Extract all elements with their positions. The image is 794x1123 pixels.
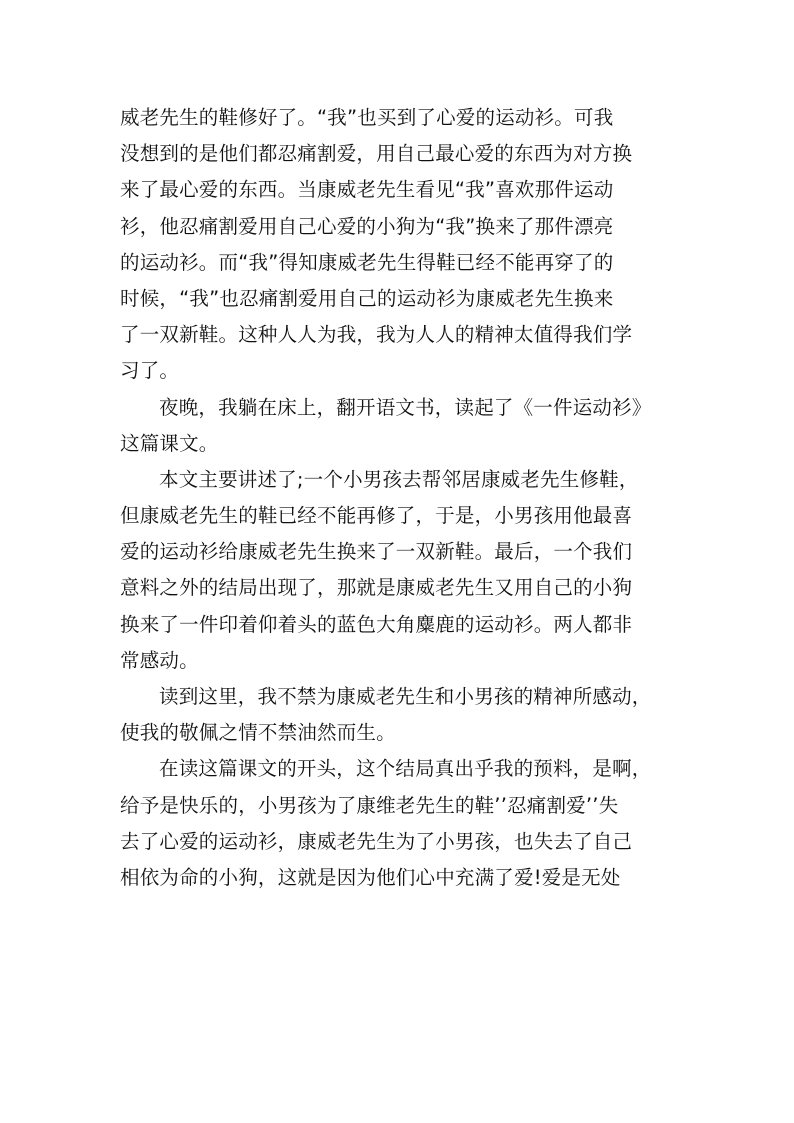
text-line: 习了。 bbox=[120, 359, 180, 383]
text-line: 爱的运动衫给康威老先生换来了一双新鞋。最后，一个我们 bbox=[120, 540, 633, 564]
text-line: 本文主要讲述了;一个小男孩去帮邻居康威老先生修鞋， bbox=[159, 467, 639, 491]
text-line: 了一双新鞋。这种人人为我，我为人人的精神太值得我们学 bbox=[120, 323, 633, 347]
text-line: 读到这里，我不禁为康威老先生和小男孩的精神所感动， bbox=[159, 685, 652, 708]
text-line: 常感动。 bbox=[120, 648, 199, 672]
text-line: 夜晚，我躺在床上，翻开语文书，读起了《一件运动衫》 bbox=[159, 395, 652, 419]
text-line: 在读这篇课文的开头，这个结局真出乎我的预料，是啊， bbox=[159, 757, 652, 781]
text-line: 但康威老先生的鞋已经不能再修了，于是，小男孩用他最喜 bbox=[120, 504, 633, 528]
text-line: 相依为命的小狗，这就是因为他们心中充满了爱!爱是无处 bbox=[120, 865, 621, 889]
text-line: 给予是快乐的，小男孩为了康维老先生的鞋’’忍痛割爱’’失 bbox=[120, 793, 619, 817]
text-line: 来了最心爱的东西。当康威老先生看见“我”喜欢那件运动 bbox=[120, 178, 614, 202]
text-line: 使我的敬佩之情不禁油然而生。 bbox=[120, 721, 396, 745]
text-line: 这篇课文。 bbox=[120, 431, 219, 455]
text-line: 时候，“我”也忍痛割爱用自己的运动衫为康威老先生换来 bbox=[120, 286, 614, 310]
text-line: 换来了一件印着仰着头的蓝色大角麋鹿的运动衫。两人都非 bbox=[120, 612, 633, 636]
text-line: 意料之外的结局出现了，那就是康威老先生又用自己的小狗 bbox=[120, 576, 633, 600]
paragraph-2 bbox=[120, 390, 680, 462]
text-line: 的运动衫。而“我”得知康威老先生得鞋已经不能再穿了的 bbox=[120, 250, 614, 274]
paragraph-3 bbox=[120, 462, 680, 679]
text-line: 衫，他忍痛割爱用自己心爱的小狗为“我”换来了那件漂亮 bbox=[120, 214, 614, 238]
paragraph-4 bbox=[120, 679, 680, 751]
paragraph-5 bbox=[120, 751, 680, 896]
text-line: 去了心爱的运动衫，康威老先生为了小男孩，也失去了自己 bbox=[120, 829, 633, 853]
body-text bbox=[120, 100, 680, 896]
text-line: 威老先生的鞋修好了。“我”也买到了心爱的运动衫。可我 bbox=[120, 106, 614, 129]
paragraph-1 bbox=[120, 100, 680, 390]
text-line: 没想到的是他们都忍痛割爱，用自己最心爱的东西为对方换 bbox=[120, 142, 633, 166]
